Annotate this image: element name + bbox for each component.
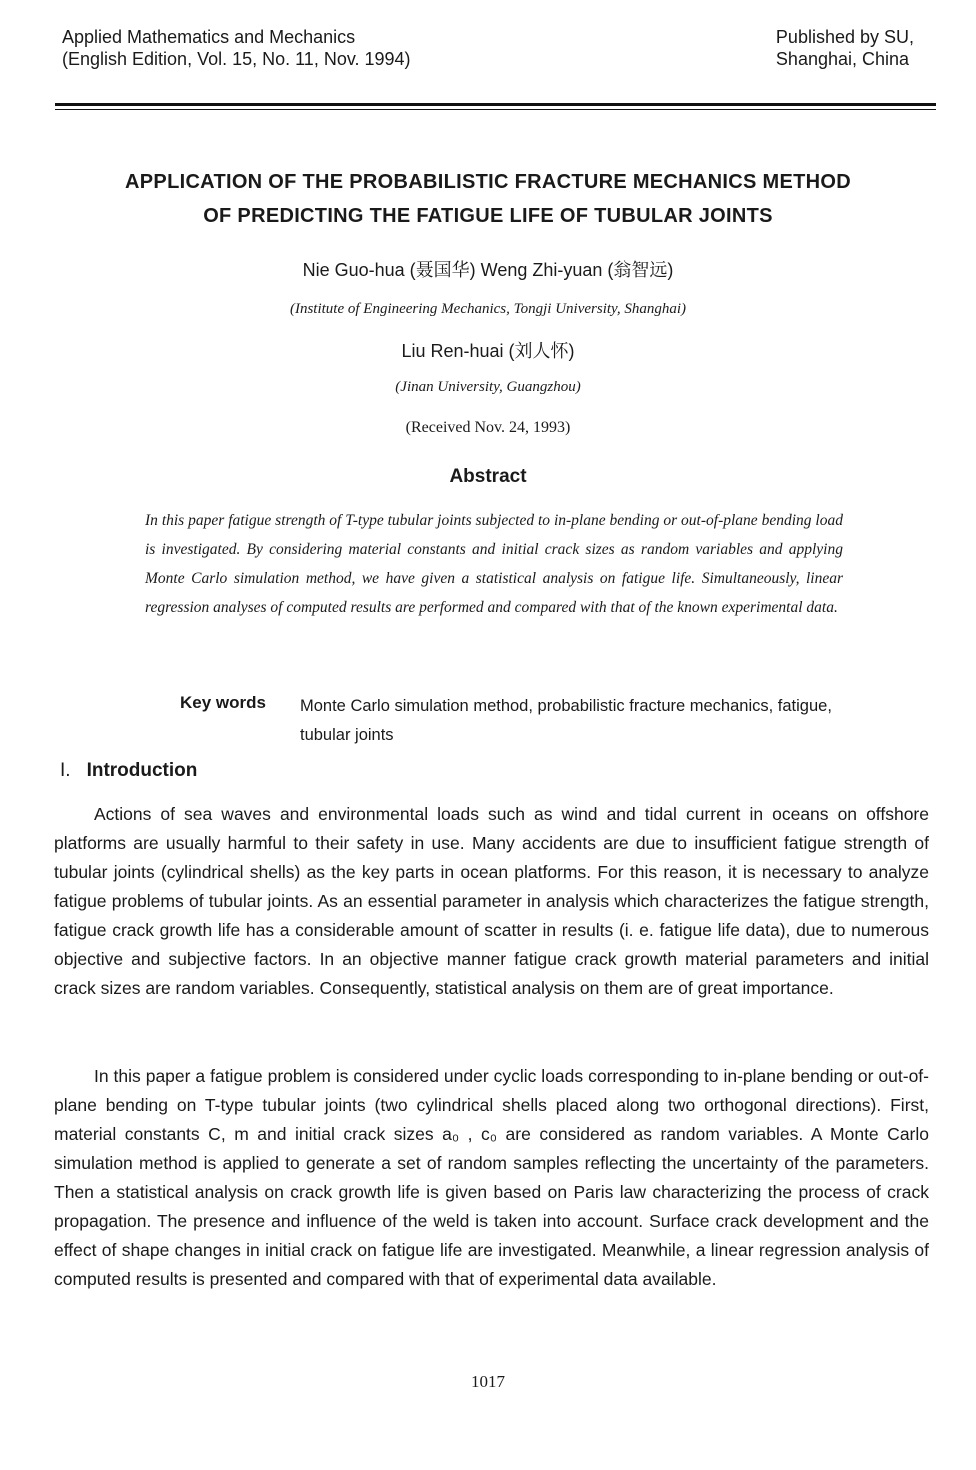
- received-date: (Received Nov. 24, 1993): [405, 419, 571, 436]
- author-line-2: Liu Ren-huai (刘人怀): [401, 341, 575, 361]
- title-line-1: APPLICATION OF THE PROBABILISTIC FRACTURE MECHANICS METHOD: [125, 171, 851, 193]
- running-header: [62, 26, 914, 102]
- keywords-text: Monte Carlo simulation method, probabilistic fracture mechanics, fatigue, tubular joints: [300, 697, 832, 744]
- affiliation-2: (Jinan University, Guangzhou): [395, 379, 581, 395]
- publisher-location: Shanghai, China: [775, 49, 910, 69]
- header-rule-thin: [55, 109, 936, 110]
- section-number: I.: [60, 760, 71, 781]
- abstract-text: In this paper fatigue strength of T-type tubular joints subjected to in-plane bending or out-of-plane bending load is investigated. By considering material constants and initial crack sizes as random variables and applying Monte Carlo simulation method, we have given a statistical analysis on fatigue life. Simultaneously, linear regression analyses of computed results are performed and compared with that of the known experimental data.: [145, 512, 843, 616]
- publisher-name: Published by SU,: [775, 27, 914, 47]
- page-number: 1017: [471, 1372, 505, 1391]
- abstract-heading: Abstract: [449, 466, 527, 487]
- section-heading: [60, 760, 197, 782]
- body-paragraph-2: In this paper a fatigue problem is considered under cyclic loads corresponding to in-plane bending or out-of-plane bending on T-type tubular joints (two cylindrical shells placed along two orthogonal directions). First, material constants C, m and initial crack sizes a₀ , c₀ are considered as random variables. A Monte Carlo simulation method is applied to generate a set of random samples reflecting the uncertainty of the parameters. Then a statistical analysis on crack growth life is given based on Paris law characterizing the process of crack propagation. The presence and influence of the weld is taken into account. Surface crack development and the effect of shape changes in initial crack on fatigue life are investigated. Meanwhile, a linear regression analysis of computed results is presented and compared with that of experimental data available.: [54, 1066, 929, 1289]
- section-title: Introduction: [86, 760, 198, 781]
- journal-info: [62, 26, 411, 70]
- publisher-info: [776, 26, 914, 70]
- affiliation-1: (Institute of Engineering Mechanics, Tongji University, Shanghai): [289, 301, 687, 317]
- paper-title: [40, 165, 936, 233]
- header-rule-thick: [55, 103, 936, 106]
- author-line-1: Nie Guo-hua (聂国华) Weng Zhi-yuan (翁智远): [302, 260, 674, 280]
- journal-name: Applied Mathematics and Mechanics: [62, 27, 356, 47]
- title-line-2: OF PREDICTING THE FATIGUE LIFE OF TUBULAR JOINTS: [203, 205, 773, 227]
- journal-edition: (English Edition, Vol. 15, No. 11, Nov. 1994): [62, 49, 411, 69]
- keywords-label: Key words: [180, 693, 266, 712]
- body-paragraph-1: Actions of sea waves and environmental loads such as wind and tidal current in oceans on offshore platforms are usually harmful to their safety in use. Many accidents are due to insufficient fatigue strength of tubular joints (cylindrical shells) as the key parts in ocean platforms. For this reason, it is necessary to analyze fatigue problems of tubular joints. As an essential parameter in analysis which characterizes the fatigue strength, fatigue crack growth life has a considerable amount of scatter in results (i. e. fatigue life data), due to numerous objective and subjective factors. In an objective manner fatigue crack growth material parameters and initial crack sizes are random variables. Consequently, statistical analysis on them are of great importance.: [54, 804, 929, 998]
